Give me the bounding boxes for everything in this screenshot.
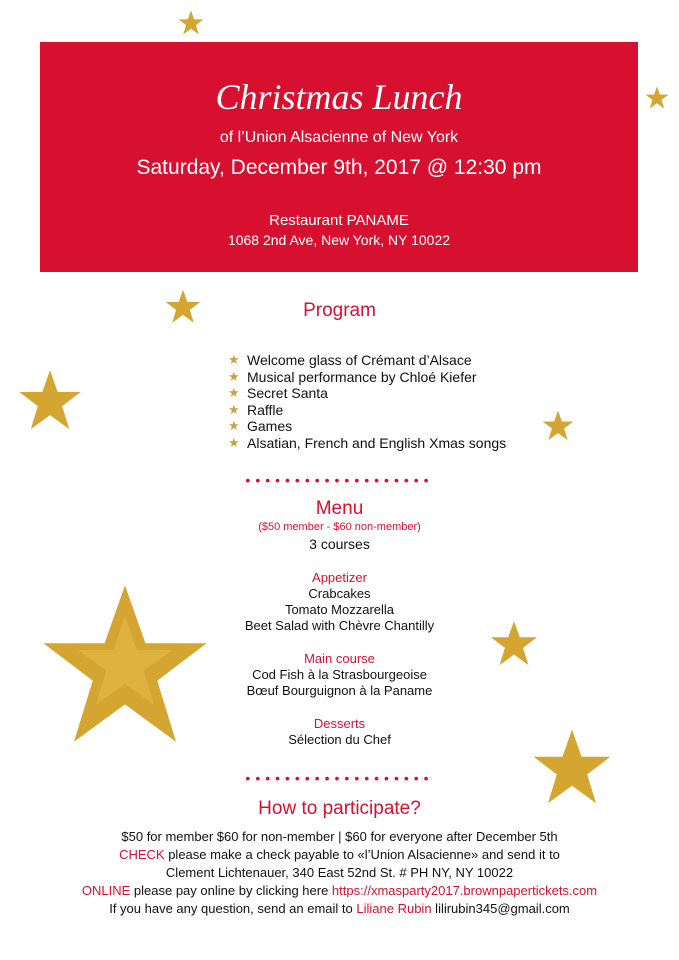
contact-name-link[interactable]: Liliane Rubin	[356, 901, 432, 916]
star-decoration-top	[178, 10, 204, 36]
check-label: CHECK	[119, 847, 165, 862]
event-title: Christmas Lunch	[215, 77, 463, 117]
menu-courses: 3 courses	[309, 536, 370, 552]
desserts-heading: Desserts	[313, 716, 366, 731]
program-heading: Program	[303, 300, 376, 321]
pricing-line: $50 for member $60 for non-member | $60 for everyone after December 5th	[121, 829, 558, 844]
header-banner	[40, 42, 638, 272]
divider-dots: •••••••••••••••••••	[245, 770, 434, 786]
star-decoration-right-top	[645, 86, 669, 110]
list-item: ★ Secret Santa	[228, 385, 328, 401]
contact-email[interactable]: lilirubin345@gmail.com	[431, 901, 570, 916]
venue-address: 1068 2nd Ave, New York, NY 10022	[227, 232, 451, 248]
star-bullet-icon: ★	[228, 434, 240, 450]
mailing-address: Clement Lichtenauer, 340 East 52nd St. # PH NY, NY 10022	[165, 865, 514, 880]
star-bullet-icon: ★	[228, 368, 240, 384]
check-line: CHECK please make a check payable to «l’Union Alsacienne» and send it to	[119, 847, 560, 862]
main-course-heading: Main course	[304, 651, 375, 666]
menu-heading: Menu	[315, 498, 364, 519]
ticket-link[interactable]: https://xmasparty2017.brownpapertickets.com	[331, 883, 598, 898]
appetizer-heading: Appetizer	[312, 570, 367, 585]
list-item: ★ Musical performance by Chloé Kiefer	[228, 368, 477, 385]
menu-item: Tomato Mozzarella	[284, 602, 395, 617]
contact-line: If you have any question, send an email to Liliane Rubin lilirubin345@gmail.com	[109, 901, 570, 916]
divider-dots: •••••••••••••••••••	[245, 472, 434, 488]
event-date: Saturday, December 9th, 2017 @ 12:30 pm	[136, 156, 542, 179]
list-item: ★ Games	[228, 418, 293, 434]
star-bullet-icon: ★	[228, 352, 240, 367]
list-item: ★ Raffle	[228, 401, 284, 418]
star-decoration-right-mid	[542, 410, 574, 442]
participate-heading: How to participate?	[258, 798, 421, 819]
program-list	[228, 352, 506, 451]
online-label: ONLINE	[81, 883, 131, 898]
menu-price: ($50 member - $60 non-member)	[258, 521, 421, 533]
event-subtitle: of l’Union Alsacienne of New York	[219, 129, 459, 146]
menu-item: Crabcakes	[308, 586, 371, 601]
venue-name: Restaurant PANAME	[269, 212, 409, 229]
star-decoration-left	[18, 369, 82, 433]
star-bullet-icon: ★	[228, 418, 240, 433]
menu-item: Beet Salad with Chèvre Chantilly	[244, 618, 435, 633]
list-item: ★ Welcome glass of Crémant d’Alsace	[228, 352, 472, 368]
menu-item: Bœuf Bourguignon à la Paname	[246, 683, 433, 698]
star-bullet-icon: ★	[228, 385, 240, 400]
online-line: ONLINE please pay online by clicking here https://xmasparty2017.brownpapertickets.com	[81, 883, 598, 898]
star-bullet-icon: ★	[228, 401, 240, 417]
list-item: ★ Alsatian, French and English Xmas songs	[228, 434, 507, 451]
menu-item: Cod Fish à la Strasbourgeoise	[252, 667, 427, 682]
menu-item: Sélection du Chef	[288, 732, 391, 747]
